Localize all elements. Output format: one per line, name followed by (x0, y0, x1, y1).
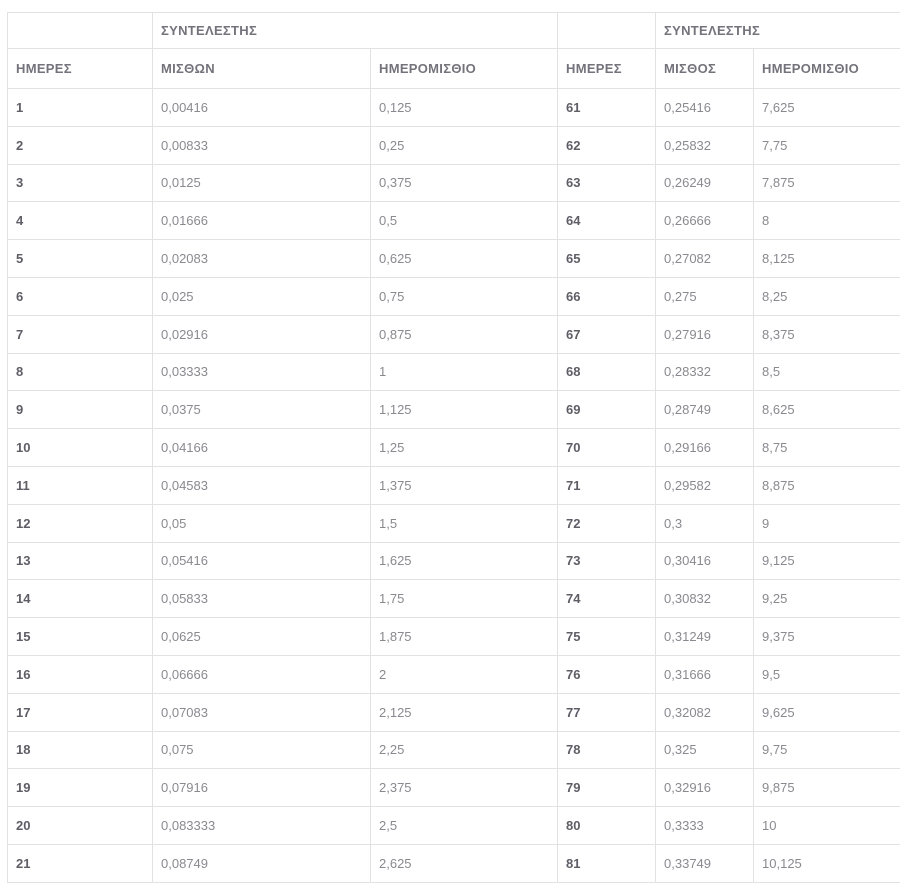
left-day-cell: 1 (8, 89, 153, 127)
left-day-cell: 10 (8, 429, 153, 467)
left-salary-coef-cell: 0,07083 (153, 693, 371, 731)
left-salary-coef-cell: 0,05416 (153, 542, 371, 580)
right-daily-wage-cell: 9,375 (754, 618, 900, 656)
right-daily-wage-cell: 8 (754, 202, 900, 240)
right-days-column-header: ΗΜΕΡΕΣ (558, 49, 656, 89)
right-day-cell: 77 (558, 693, 656, 731)
table-row (8, 542, 900, 580)
table-row (8, 429, 900, 467)
right-day-cell: 66 (558, 277, 656, 315)
left-day-cell: 15 (8, 618, 153, 656)
table-row (8, 466, 900, 504)
left-daily-wage-cell: 0,25 (371, 126, 558, 164)
coefficient-table-wrap (7, 12, 900, 883)
right-day-cell: 62 (558, 126, 656, 164)
right-daily-wage-cell: 10 (754, 807, 900, 845)
left-salary-coef-cell: 0,075 (153, 731, 371, 769)
left-group-header: ΣΥΝΤΕΛΕΣΤΗΣ (153, 13, 558, 49)
right-day-cell: 75 (558, 618, 656, 656)
right-day-cell: 65 (558, 240, 656, 278)
left-daily-wage-cell: 2,375 (371, 769, 558, 807)
right-day-cell: 69 (558, 391, 656, 429)
left-salary-coef-cell: 0,02083 (153, 240, 371, 278)
right-salary-coef-cell: 0,27082 (656, 240, 754, 278)
left-salary-coef-cell: 0,00833 (153, 126, 371, 164)
right-salary-coef-cell: 0,33749 (656, 844, 754, 882)
group-header-row (8, 13, 900, 49)
right-day-cell: 61 (558, 89, 656, 127)
right-salary-coef-cell: 0,28332 (656, 353, 754, 391)
right-daily-wage-cell: 9,25 (754, 580, 900, 618)
left-daily-wage-cell: 0,5 (371, 202, 558, 240)
left-day-cell: 5 (8, 240, 153, 278)
left-day-cell: 8 (8, 353, 153, 391)
table-row (8, 807, 900, 845)
left-daily-wage-cell: 1,875 (371, 618, 558, 656)
left-day-cell: 2 (8, 126, 153, 164)
right-day-cell: 70 (558, 429, 656, 467)
left-daily-wage-cell: 2,125 (371, 693, 558, 731)
right-daily-wage-cell: 7,75 (754, 126, 900, 164)
left-daily-wage-cell: 2 (371, 655, 558, 693)
left-day-cell: 16 (8, 655, 153, 693)
right-dailywage-column-header: ΗΜΕΡΟΜΙΣΘΙΟ (754, 49, 900, 89)
table-row (8, 391, 900, 429)
left-salary-coef-cell: 0,0125 (153, 164, 371, 202)
left-salary-coef-cell: 0,00416 (153, 89, 371, 127)
left-day-cell: 17 (8, 693, 153, 731)
left-day-cell: 21 (8, 844, 153, 882)
left-day-cell: 6 (8, 277, 153, 315)
left-daily-wage-cell: 1,75 (371, 580, 558, 618)
column-header-row (8, 49, 900, 89)
table-row (8, 693, 900, 731)
table-row (8, 769, 900, 807)
table-body (8, 89, 900, 883)
table-row (8, 504, 900, 542)
table-row (8, 315, 900, 353)
left-salary-coef-cell: 0,083333 (153, 807, 371, 845)
table-row (8, 277, 900, 315)
table-row (8, 618, 900, 656)
left-daily-wage-cell: 0,75 (371, 277, 558, 315)
right-day-cell: 72 (558, 504, 656, 542)
right-salary-coef-cell: 0,3333 (656, 807, 754, 845)
table-row (8, 126, 900, 164)
right-day-cell: 80 (558, 807, 656, 845)
left-day-cell: 13 (8, 542, 153, 580)
left-daily-wage-cell: 1,25 (371, 429, 558, 467)
right-daily-wage-cell: 8,875 (754, 466, 900, 504)
left-salary-coef-cell: 0,07916 (153, 769, 371, 807)
right-daily-wage-cell: 8,5 (754, 353, 900, 391)
right-daily-wage-cell: 8,375 (754, 315, 900, 353)
left-salary-coef-cell: 0,04166 (153, 429, 371, 467)
right-day-cell: 67 (558, 315, 656, 353)
right-salary-coef-cell: 0,25832 (656, 126, 754, 164)
right-daily-wage-cell: 8,125 (754, 240, 900, 278)
left-daily-wage-cell: 1,5 (371, 504, 558, 542)
table-row (8, 580, 900, 618)
left-salary-column-header: ΜΙΣΘΩΝ (153, 49, 371, 89)
table-row (8, 240, 900, 278)
right-salary-coef-cell: 0,275 (656, 277, 754, 315)
left-daily-wage-cell: 1,125 (371, 391, 558, 429)
left-dailywage-column-header: ΗΜΕΡΟΜΙΣΘΙΟ (371, 49, 558, 89)
left-daily-wage-cell: 2,625 (371, 844, 558, 882)
right-daily-wage-cell: 7,875 (754, 164, 900, 202)
right-salary-coef-cell: 0,30832 (656, 580, 754, 618)
right-daily-wage-cell: 9,5 (754, 655, 900, 693)
left-salary-coef-cell: 0,01666 (153, 202, 371, 240)
left-day-cell: 18 (8, 731, 153, 769)
left-salary-coef-cell: 0,04583 (153, 466, 371, 504)
right-daily-wage-cell: 10,125 (754, 844, 900, 882)
table-row (8, 844, 900, 882)
coefficient-table (7, 12, 900, 883)
right-day-cell: 76 (558, 655, 656, 693)
left-daily-wage-cell: 0,125 (371, 89, 558, 127)
right-day-cell: 71 (558, 466, 656, 504)
left-day-cell: 3 (8, 164, 153, 202)
table-row (8, 353, 900, 391)
table-row (8, 731, 900, 769)
left-salary-coef-cell: 0,05 (153, 504, 371, 542)
left-daily-wage-cell: 1 (371, 353, 558, 391)
right-daily-wage-cell: 9 (754, 504, 900, 542)
left-salary-coef-cell: 0,0375 (153, 391, 371, 429)
left-day-cell: 7 (8, 315, 153, 353)
right-salary-coef-cell: 0,325 (656, 731, 754, 769)
right-salary-coef-cell: 0,27916 (656, 315, 754, 353)
right-daily-wage-cell: 9,75 (754, 731, 900, 769)
right-day-cell: 63 (558, 164, 656, 202)
left-days-column-header: ΗΜΕΡΕΣ (8, 49, 153, 89)
left-day-cell: 4 (8, 202, 153, 240)
left-day-cell: 19 (8, 769, 153, 807)
right-daily-wage-cell: 8,625 (754, 391, 900, 429)
right-salary-coef-cell: 0,26666 (656, 202, 754, 240)
left-salary-coef-cell: 0,0625 (153, 618, 371, 656)
right-salary-coef-cell: 0,30416 (656, 542, 754, 580)
right-day-cell: 68 (558, 353, 656, 391)
right-daily-wage-cell: 8,25 (754, 277, 900, 315)
right-salary-coef-cell: 0,31249 (656, 618, 754, 656)
right-daily-wage-cell: 7,625 (754, 89, 900, 127)
left-daily-wage-cell: 2,25 (371, 731, 558, 769)
right-daily-wage-cell: 9,625 (754, 693, 900, 731)
left-day-cell: 20 (8, 807, 153, 845)
empty-cell (8, 13, 153, 49)
left-salary-coef-cell: 0,03333 (153, 353, 371, 391)
right-day-cell: 64 (558, 202, 656, 240)
table-row (8, 202, 900, 240)
left-daily-wage-cell: 0,875 (371, 315, 558, 353)
left-day-cell: 11 (8, 466, 153, 504)
left-salary-coef-cell: 0,05833 (153, 580, 371, 618)
right-salary-coef-cell: 0,26249 (656, 164, 754, 202)
right-daily-wage-cell: 9,125 (754, 542, 900, 580)
left-salary-coef-cell: 0,06666 (153, 655, 371, 693)
right-salary-coef-cell: 0,31666 (656, 655, 754, 693)
right-daily-wage-cell: 8,75 (754, 429, 900, 467)
left-daily-wage-cell: 2,5 (371, 807, 558, 845)
left-salary-coef-cell: 0,02916 (153, 315, 371, 353)
right-salary-coef-cell: 0,29582 (656, 466, 754, 504)
left-salary-coef-cell: 0,08749 (153, 844, 371, 882)
left-daily-wage-cell: 1,625 (371, 542, 558, 580)
left-daily-wage-cell: 0,625 (371, 240, 558, 278)
right-salary-coef-cell: 0,32916 (656, 769, 754, 807)
table-row (8, 164, 900, 202)
right-day-cell: 79 (558, 769, 656, 807)
right-day-cell: 81 (558, 844, 656, 882)
left-day-cell: 9 (8, 391, 153, 429)
right-salary-coef-cell: 0,29166 (656, 429, 754, 467)
right-daily-wage-cell: 9,875 (754, 769, 900, 807)
empty-cell (558, 13, 656, 49)
right-day-cell: 73 (558, 542, 656, 580)
right-day-cell: 74 (558, 580, 656, 618)
table-row (8, 89, 900, 127)
left-daily-wage-cell: 0,375 (371, 164, 558, 202)
right-salary-coef-cell: 0,28749 (656, 391, 754, 429)
right-salary-coef-cell: 0,25416 (656, 89, 754, 127)
right-salary-coef-cell: 0,3 (656, 504, 754, 542)
left-day-cell: 14 (8, 580, 153, 618)
left-day-cell: 12 (8, 504, 153, 542)
left-daily-wage-cell: 1,375 (371, 466, 558, 504)
right-salary-coef-cell: 0,32082 (656, 693, 754, 731)
right-day-cell: 78 (558, 731, 656, 769)
left-salary-coef-cell: 0,025 (153, 277, 371, 315)
right-salary-column-header: ΜΙΣΘΟΣ (656, 49, 754, 89)
right-group-header: ΣΥΝΤΕΛΕΣΤΗΣ (656, 13, 900, 49)
table-row (8, 655, 900, 693)
